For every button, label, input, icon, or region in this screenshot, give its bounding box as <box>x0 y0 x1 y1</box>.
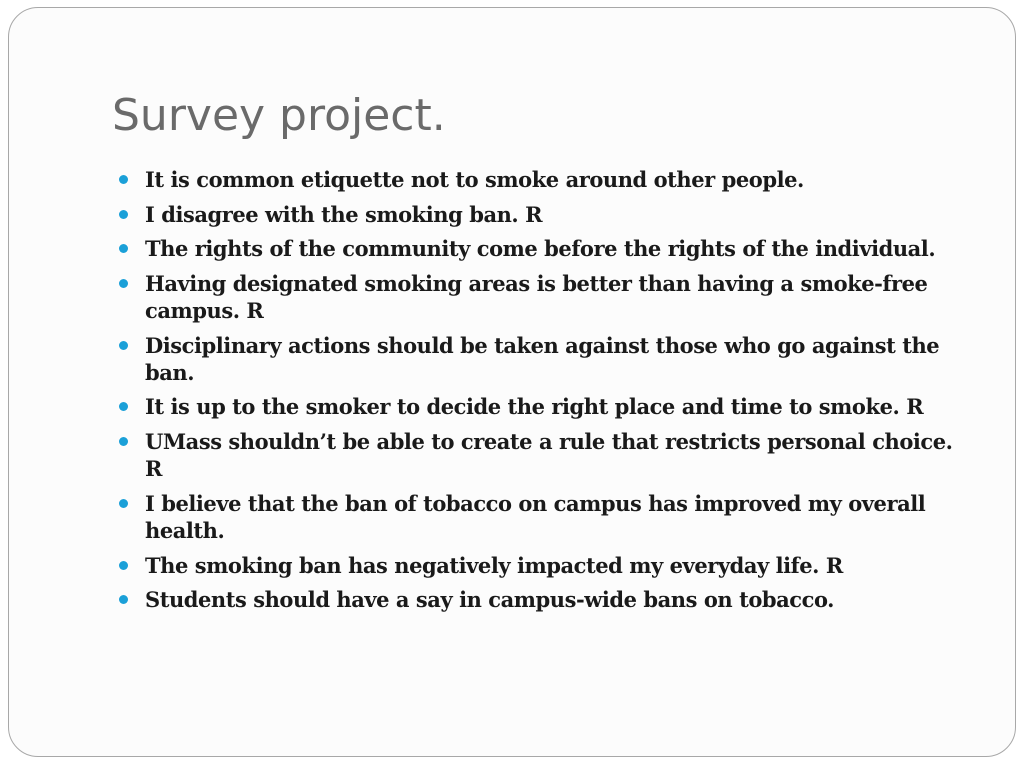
bullet-item <box>117 235 967 262</box>
bullet-item <box>117 393 967 420</box>
bullet-item <box>117 166 967 193</box>
bullet-text: It is common etiquette not to smoke around other people. <box>145 167 804 192</box>
bullet-text: It is up to the smoker to decide the right place and time to smoke. R <box>145 394 924 420</box>
bullet-text: The rights of the community come before the rights of the individual. <box>145 236 936 262</box>
bullet-dot-icon <box>119 499 128 508</box>
bullet-item <box>117 270 967 324</box>
bullet-dot-icon <box>119 210 128 219</box>
bullet-text: Disciplinary actions should be taken against those who go against the ban. <box>145 332 940 385</box>
bullet-text: UMass shouldn’t be able to create a rule that restricts personal choice. R <box>145 429 953 482</box>
bullet-item <box>117 428 967 482</box>
bullet-item <box>117 490 967 544</box>
bullet-text: The smoking ban has negatively impacted my everyday life. R <box>145 552 843 578</box>
bullet-dot-icon <box>119 175 128 184</box>
bullet-dot-icon <box>119 341 128 350</box>
bullet-text: I believe that the ban of tobacco on campus has improved my overall health. <box>145 490 926 543</box>
slide-title: Survey project. <box>112 90 446 141</box>
bullet-text: Students should have a say in campus-wide bans on tobacco. <box>145 587 834 613</box>
bullet-item <box>117 201 967 228</box>
bullet-dot-icon <box>119 279 128 288</box>
bullet-dot-icon <box>119 244 128 253</box>
bullet-item <box>117 552 967 579</box>
bullet-item <box>117 332 967 386</box>
bullet-item <box>117 586 967 613</box>
slide <box>8 7 1016 757</box>
bullet-text: Having designated smoking areas is better than having a smoke-free campus. R <box>145 271 928 324</box>
bullet-list <box>117 166 967 621</box>
bullet-text: I disagree with the smoking ban. R <box>145 201 543 227</box>
bullet-dot-icon <box>119 595 128 604</box>
bullet-dot-icon <box>119 402 128 411</box>
bullet-dot-icon <box>119 561 128 570</box>
bullet-dot-icon <box>119 437 128 446</box>
